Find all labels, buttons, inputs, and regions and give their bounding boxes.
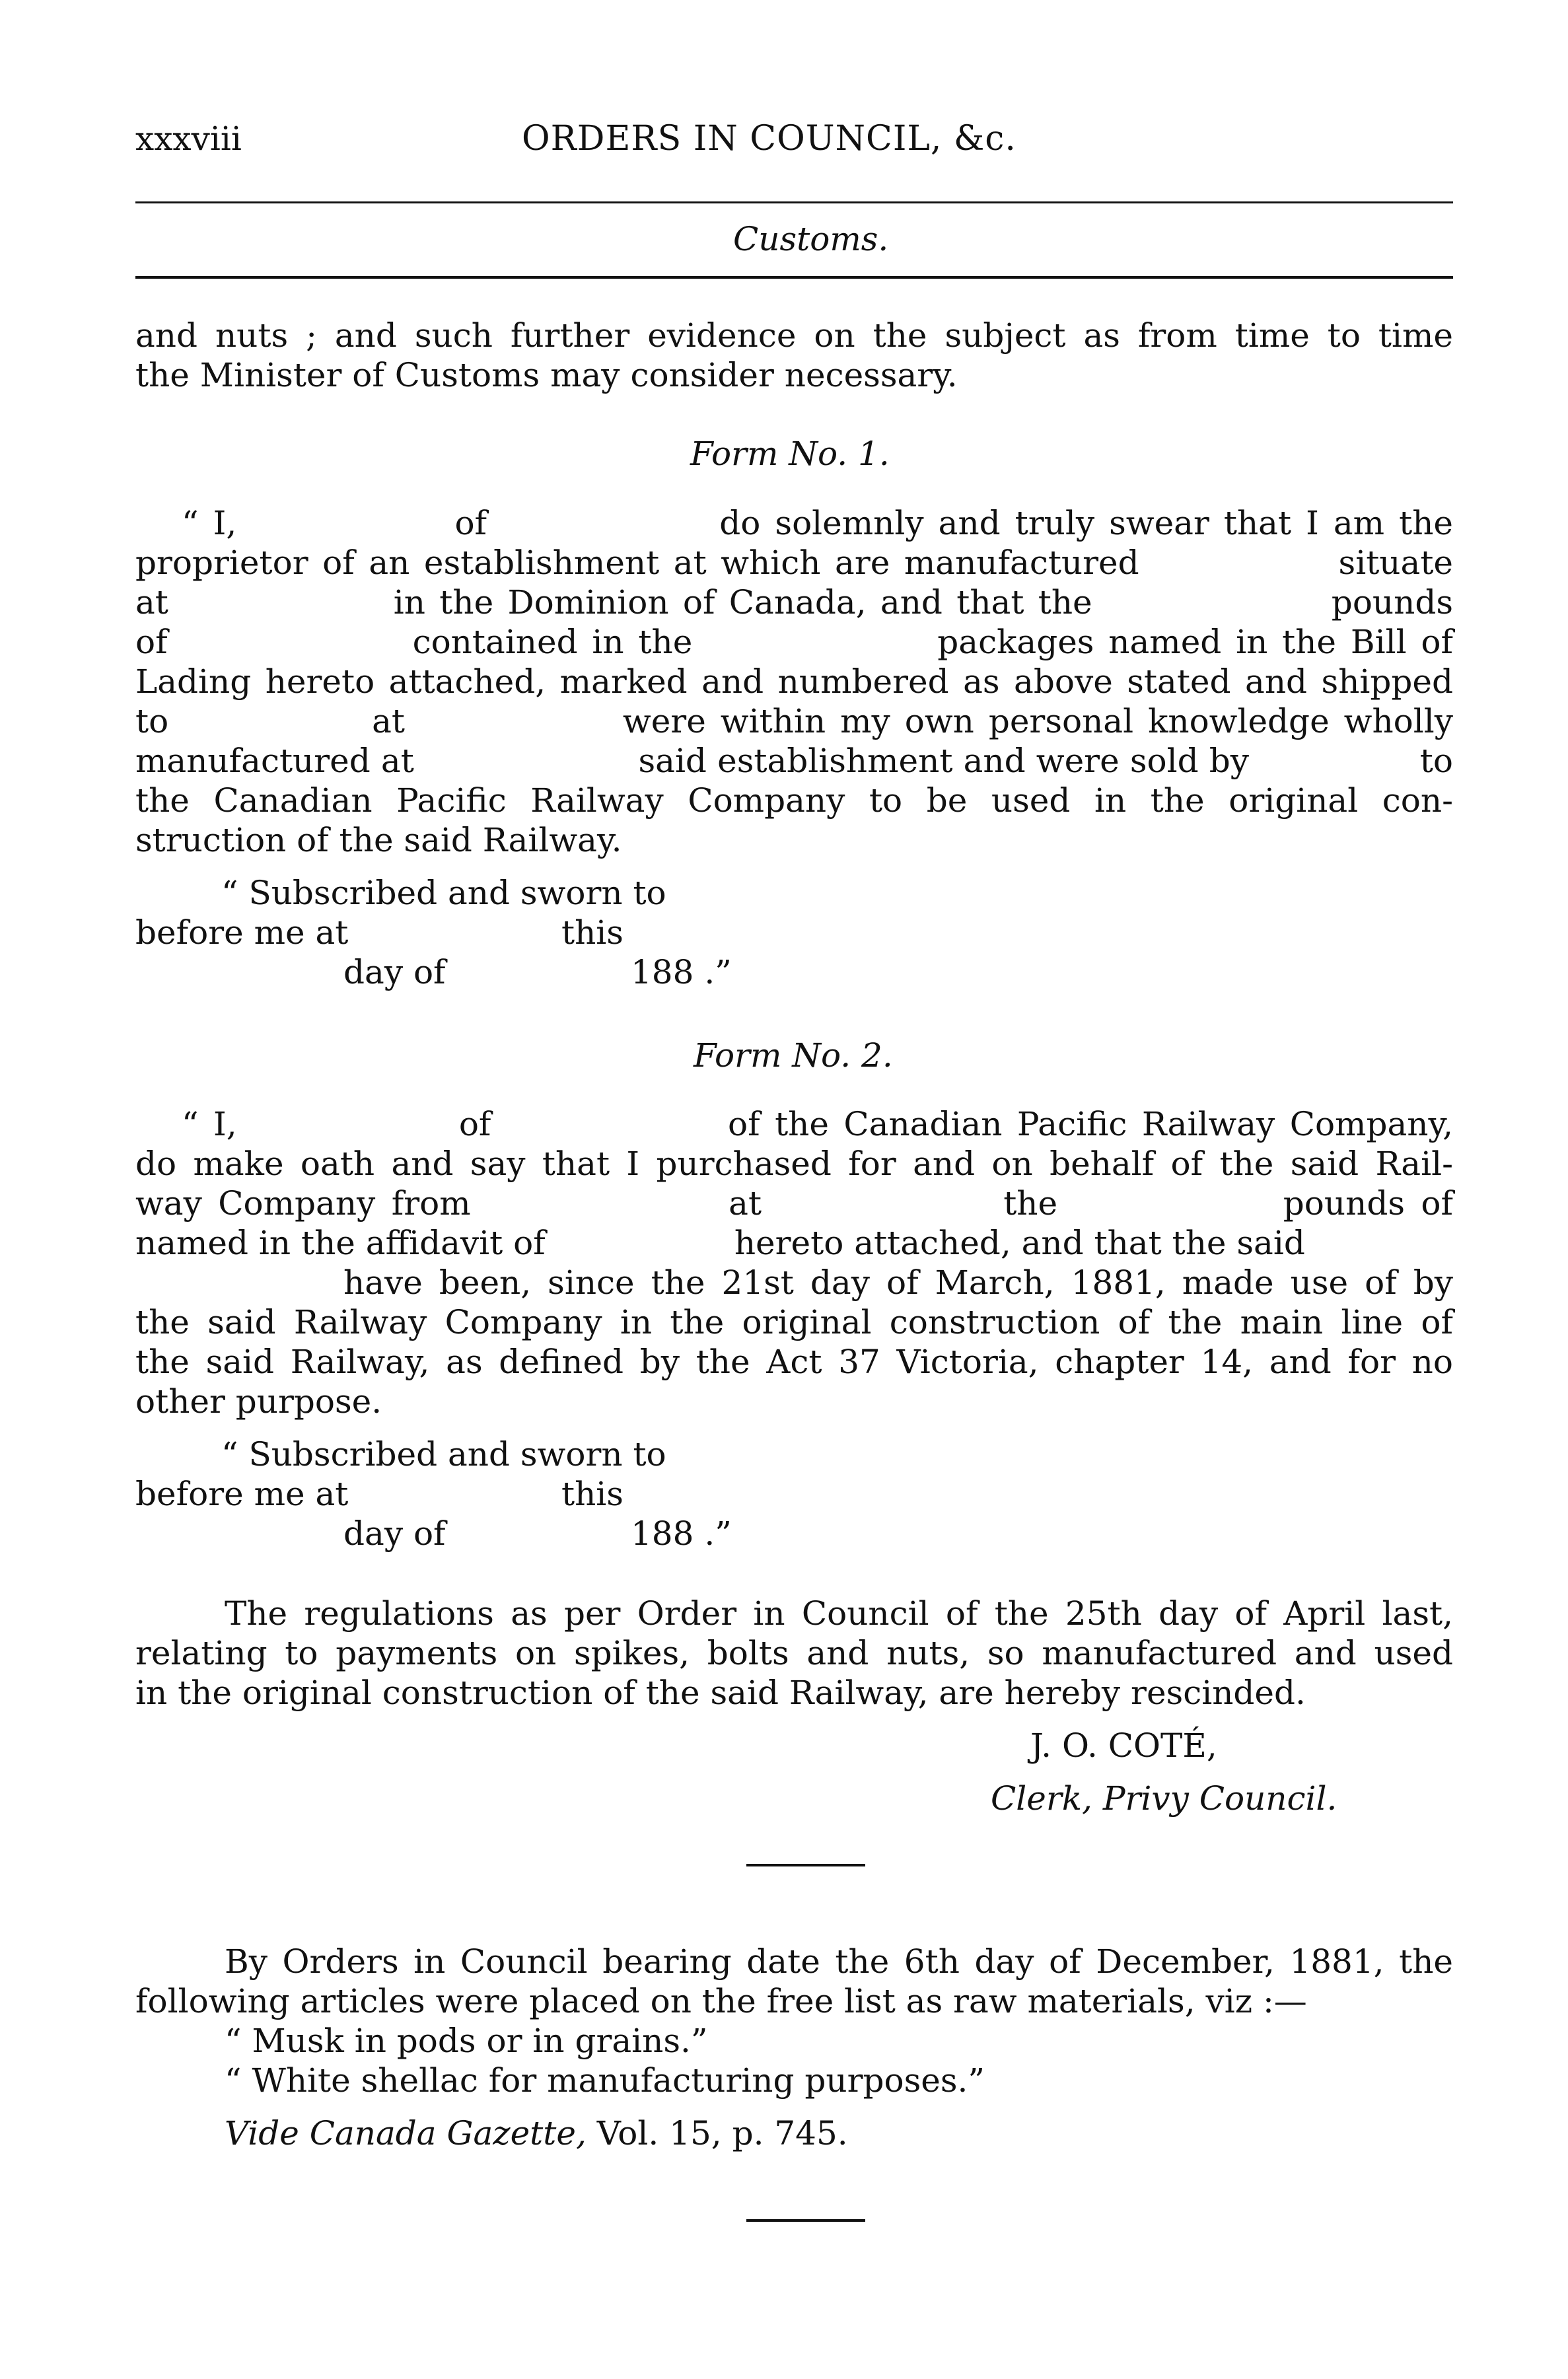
form2-this: this [561, 1475, 624, 1513]
section-title: Customs. [733, 220, 889, 258]
signatory-name: J. O. COTÉ, [1030, 1726, 1217, 1765]
regulations-line-1: The regulations as per Order in Council of the 25th day of April last, [225, 1594, 1453, 1633]
free-list-line-2: following articles were placed on the free list as raw materials, viz :— [135, 1982, 1307, 2020]
header-rule-top [135, 201, 1453, 203]
form1-line-9: struction of the said Railway. [135, 821, 622, 859]
form1-line-1: “ I, of do solemnly and truly swear that I am the [182, 504, 1453, 542]
form2-line-2: do make oath and say that I purchased for and on behalf of the said Rail- [135, 1145, 1453, 1183]
regulations-line-2: relating to payments on spikes, bolts and nuts, so manufactured and used [135, 1634, 1453, 1672]
form1-line-8: the Canadian Pacific Railway Company to be used in the original con- [135, 781, 1453, 820]
form1-line-3: at in the Dominion of Canada, and that the pounds [135, 583, 1453, 621]
form2-line-1: “ I, of of the Canadian Pacific Railway Company, [182, 1105, 1453, 1143]
signatory-title: Clerk, Privy Council. [991, 1779, 1337, 1818]
form2-day-of: day of [343, 1514, 446, 1553]
page-number: xxxviii [135, 120, 242, 158]
free-list-item-1: “ Musk in pods or in grains.” [225, 2022, 708, 2060]
form2-line-7: the said Railway, as defined by the Act 37 Victoria, chapter 14, and for no [135, 1343, 1453, 1381]
intro-line-2: the Minister of Customs may consider necessary. [135, 356, 958, 394]
form1-line-2: proprietor of an establishment at which are manufactured situate [135, 544, 1453, 582]
form2-heading: Form No. 2. [694, 1036, 893, 1075]
form2-before-me: before me at [135, 1475, 349, 1513]
form2-sworn-line: “ Subscribed and sworn to [221, 1435, 666, 1474]
running-title: ORDERS IN COUNCIL, &c. [522, 119, 1016, 159]
form2-year: 188 .” [631, 1514, 732, 1553]
form1-line-5: Lading hereto attached, marked and numbered as above stated and shipped [135, 662, 1453, 701]
form2-line-3: way Company from at the pounds of [135, 1184, 1453, 1223]
gazette-reference [225, 2113, 848, 2153]
free-list-item-2: “ White shellac for manufacturing purposes.” [225, 2061, 985, 2100]
form2-line-8: other purpose. [135, 1382, 382, 1421]
section-divider-2 [746, 2219, 865, 2222]
gazette-reference-volume: Vol. 15, p. 745. [586, 2114, 848, 2152]
form2-line-4: named in the affidavit of hereto attached, and that the said [135, 1224, 1305, 1262]
form1-this: this [561, 913, 624, 952]
free-list-line-1: By Orders in Council bearing date the 6th day of December, 1881, the [225, 1942, 1453, 1981]
intro-line-1: and nuts ; and such further evidence on the subject as from time to time [135, 316, 1453, 355]
form1-day-of: day of [343, 953, 446, 991]
form2-line-6: the said Railway Company in the original construction of the main line of [135, 1303, 1453, 1341]
regulations-line-3: in the original construction of the said Railway, are hereby rescinded. [135, 1674, 1306, 1712]
form1-heading: Form No. 1. [690, 435, 890, 473]
section-divider-1 [746, 1864, 865, 1866]
form2-line-5: have been, since the 21st day of March, 1881, made use of by [343, 1263, 1453, 1302]
form1-sworn-line: “ Subscribed and sworn to [221, 874, 666, 912]
form1-line-7: manufactured at said establishment and were sold by to [135, 742, 1453, 780]
header-rule-bottom [135, 276, 1453, 279]
form1-line-6: to at were within my own personal knowledge wholly [135, 702, 1453, 740]
gazette-reference-title: Vide Canada Gazette, [225, 2114, 587, 2152]
form1-year: 188 .” [631, 953, 732, 991]
form1-before-me: before me at [135, 913, 349, 952]
form1-line-4: of contained in the packages named in the Bill of [135, 623, 1453, 661]
